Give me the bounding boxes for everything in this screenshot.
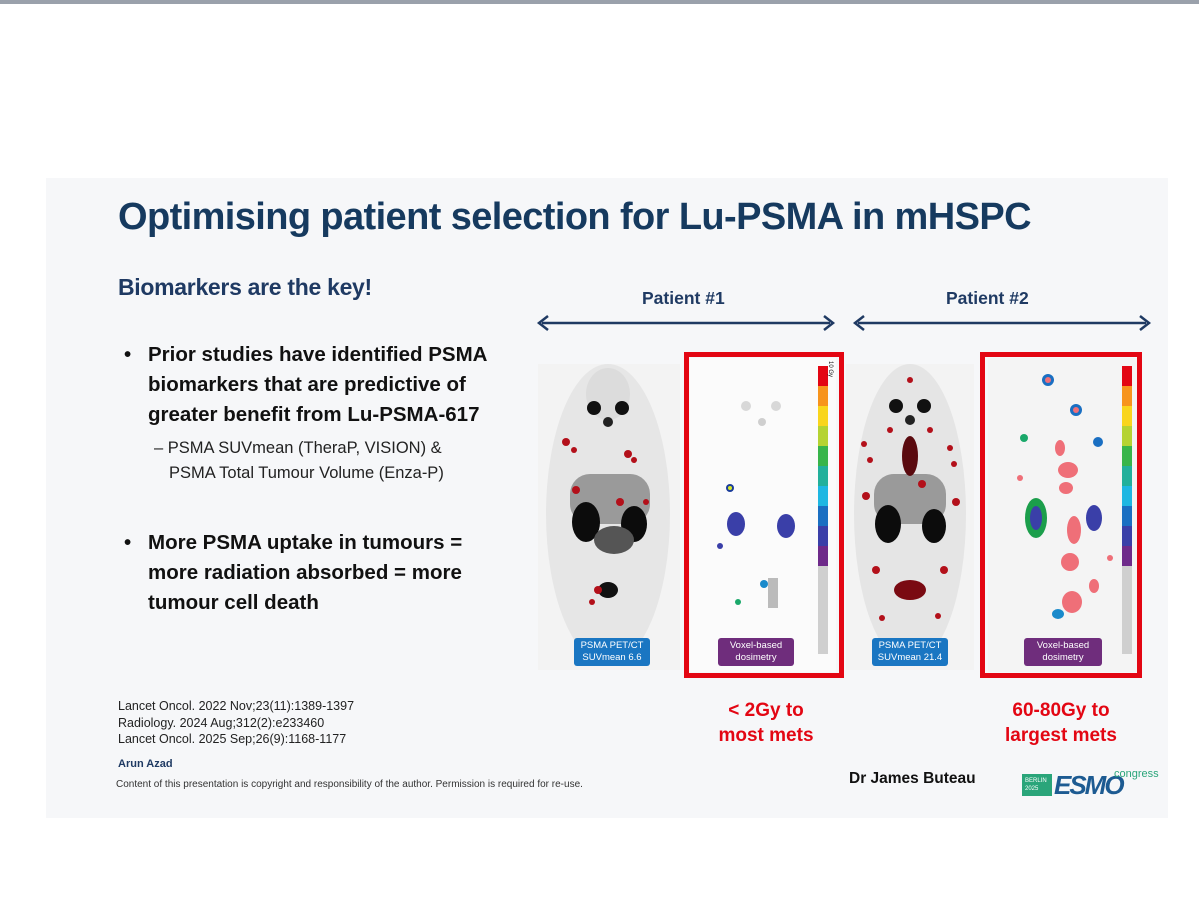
suvmean-value: SUVmean 6.6 — [582, 652, 642, 663]
author-name: Arun Azad — [118, 758, 173, 770]
result-line: most mets — [718, 725, 814, 746]
pet-ct-scan-image — [846, 364, 974, 670]
patient-1-heading: Patient #1 — [642, 288, 725, 308]
bullet-marker: • — [124, 343, 132, 366]
patient-2-result — [996, 698, 1126, 748]
logo-name: ESMO — [1054, 770, 1123, 800]
double-arrow-icon — [536, 314, 836, 332]
pet-ct-label-line: PSMA PET/CT — [580, 640, 644, 651]
logo-city-badge — [1022, 774, 1052, 796]
highlight-frame — [684, 352, 844, 678]
presentation-slide — [46, 178, 1168, 818]
sub-bullet-line-2: PSMA Total Tumour Volume (Enza-P) — [169, 464, 444, 482]
result-line: 60-80Gy to — [1012, 700, 1110, 721]
logo-year: 2025 — [1025, 786, 1039, 792]
pet-ct-label — [574, 638, 650, 666]
slide-subtitle: Biomarkers are the key! — [118, 274, 372, 300]
double-arrow-icon — [852, 314, 1152, 332]
reference-item: Radiology. 2024 Aug;312(2):e233460 — [118, 715, 325, 730]
patient-2-heading: Patient #2 — [946, 288, 1029, 308]
sub-bullet — [154, 436, 514, 486]
bullet-text: More PSMA uptake in tumours = more radiation absorbed = more tumour cell death — [148, 531, 463, 614]
pet-ct-label — [872, 638, 948, 666]
reference-item: Lancet Oncol. 2025 Sep;26(9):1168-1177 — [118, 732, 347, 746]
esmo-congress-logo — [1022, 768, 1162, 808]
logo-suffix: congress — [1114, 768, 1159, 780]
bullet-text: Prior studies have identified PSMA biomarkers that are predictive of greater benefit from Lu-PSMA-617 — [148, 343, 487, 426]
result-line: largest mets — [1005, 725, 1117, 746]
pet-ct-scan-image — [538, 364, 680, 670]
logo-city: BERLIN — [1025, 778, 1047, 784]
reference-item: Lancet Oncol. 2022 Nov;23(11):1389-1397 — [118, 699, 355, 713]
dosimetry-label-line: dosimetry — [735, 652, 777, 663]
colorbar-label: 10 Gy — [827, 360, 834, 378]
result-line: < 2Gy to — [728, 700, 804, 721]
references — [118, 698, 354, 748]
sub-bullet-marker: – — [154, 439, 164, 457]
highlight-frame — [980, 352, 1142, 678]
speaker-name: Dr James Buteau — [849, 770, 976, 787]
dosimetry-label — [718, 638, 794, 666]
patient-1-result — [696, 698, 836, 748]
dosimetry-label — [1024, 638, 1102, 666]
copyright-notice: Content of this presentation is copyright and responsibility of the author. Permission is required for re-use. — [116, 779, 583, 790]
slide-title: Optimising patient selection for Lu-PSMA in mHSPC — [118, 196, 1031, 238]
dosimetry-label-line: Voxel-based — [729, 640, 783, 651]
bullet-marker: • — [124, 531, 132, 554]
pet-ct-label-line: PSMA PET/CT — [878, 640, 942, 651]
dosimetry-label-line: dosimetry — [1042, 652, 1084, 663]
dosimetry-label-line: Voxel-based — [1036, 640, 1090, 651]
window-top-border — [0, 0, 1199, 4]
sub-bullet-line-1: PSMA SUVmean (TheraP, VISION) & — [167, 439, 442, 457]
suvmean-value: SUVmean 21.4 — [877, 652, 943, 663]
